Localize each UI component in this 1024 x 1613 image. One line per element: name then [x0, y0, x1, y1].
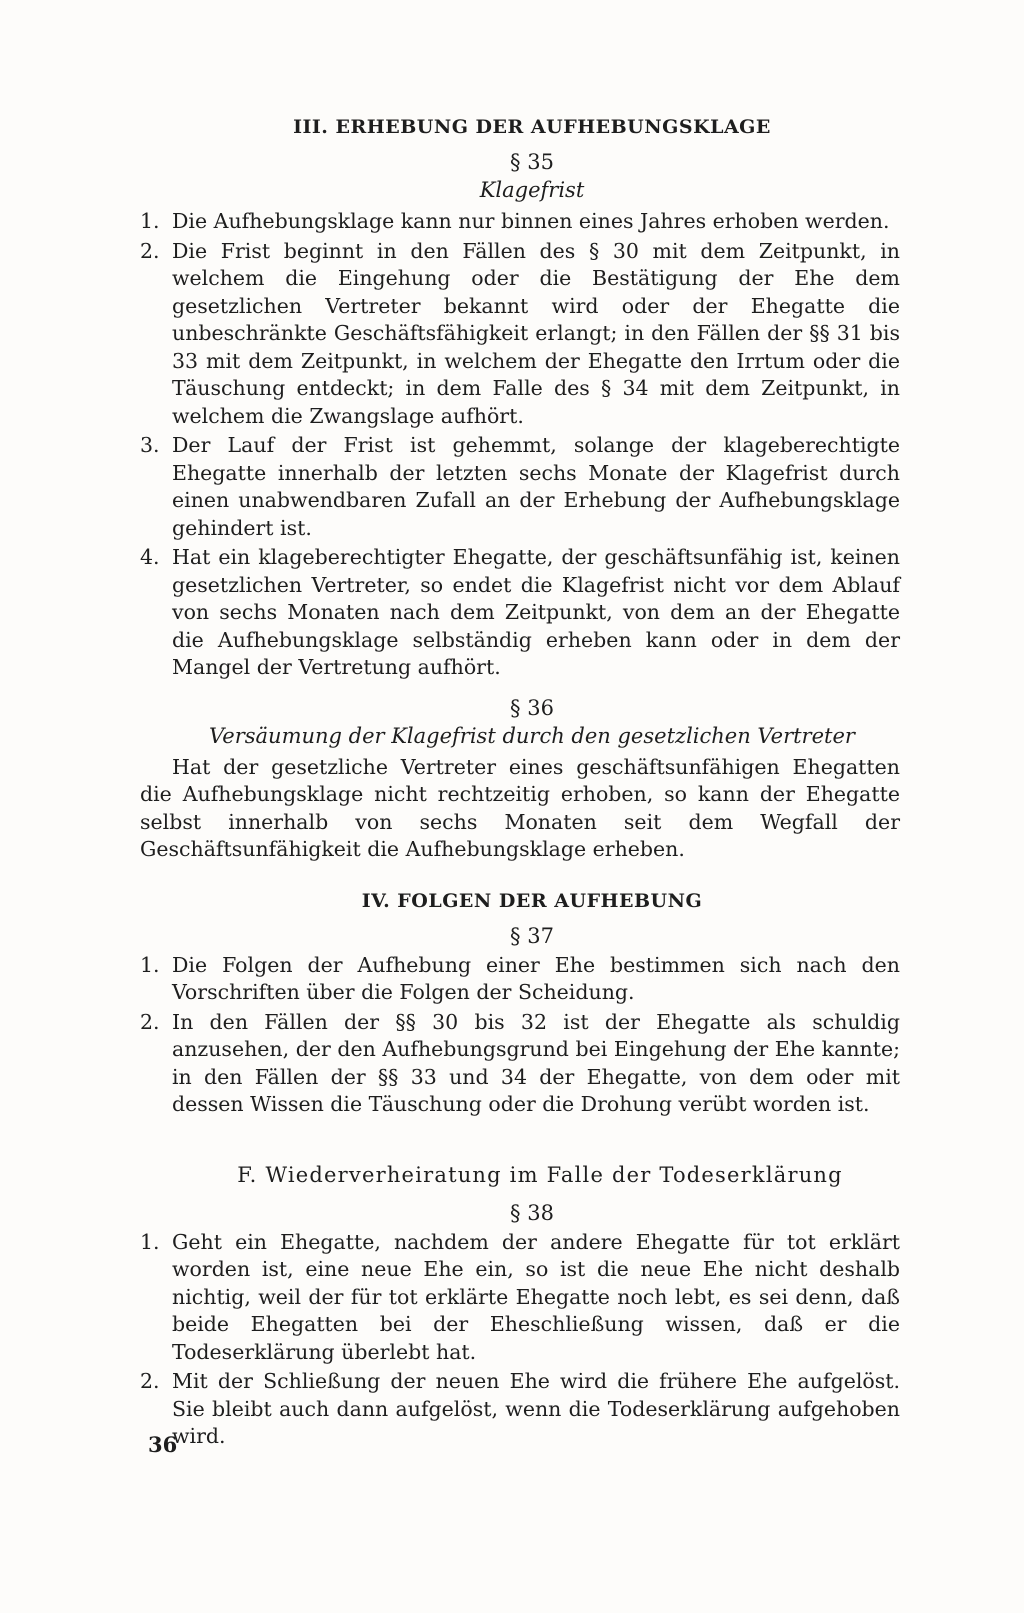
- paragraph-36-text: Hat der gesetzliche Vertreter eines geschäftsunfähigen Ehegatten die Aufhebungsklage nicht rechtzeitig erhoben, so kann der Ehegatte selbst innerhalb von sechs Monaten seit dem Wegfall der Geschäftsunfähigkeit die Aufhebungsklage erheben.: [140, 754, 900, 861]
- list-item: [140, 238, 900, 431]
- item-number: 2.: [140, 1369, 160, 1393]
- item-number: 2.: [140, 1009, 160, 1034]
- paragraph-number-36: § 36: [510, 695, 554, 720]
- part-heading-iv: IV. FOLGEN DER AUFHEBUNG: [361, 889, 703, 912]
- list-item: [140, 544, 900, 682]
- item-text: Die Folgen der Aufhebung einer Ehe bestimmen sich nach den Vorschriften über die Folgen der Scheidung.: [172, 952, 900, 1004]
- item-number: 1.: [140, 952, 160, 977]
- item-number: 1.: [140, 1229, 160, 1254]
- part-heading-iii: III. ERHEBUNG DER AUFHEBUNGSKLAGE: [293, 116, 771, 138]
- item-text: Geht ein Ehegatte, nachdem der andere Ehegatte für tot erklärt worden ist, eine neue Ehe ein, so ist die neue Ehe nicht deshalb nichtig, weil der für tot erklärte Ehegatte noch lebt, es sei denn, daß beide Ehegatten bei der Eheschließung wissen, daß er die Todeserklärung überlebt hat.: [172, 1229, 900, 1364]
- paragraph-number-38: § 38: [510, 1200, 554, 1225]
- item-number: 2.: [140, 238, 160, 263]
- list-item: [140, 1009, 900, 1119]
- paragraph-35-list: [140, 208, 900, 682]
- item-text: Der Lauf der Frist ist gehemmt, solange der klageberechtigte Ehegatte innerhalb der letzten sechs Monate der Klagefrist durch einen unabwendbaren Zufall an der Erhebung der Aufhebungsklage gehindert ist.: [172, 433, 900, 540]
- list-item: [140, 952, 900, 1007]
- item-text: Die Aufhebungsklage kann nur binnen eines Jahres erhoben werden.: [172, 209, 890, 233]
- item-text: In den Fällen der §§ 30 bis 32 ist der Ehegatte als schuldig anzusehen, der den Aufhebungsgrund bei Eingehung der Ehe kannte; in den Fällen der §§ 33 und 34 der Ehegatte, von dem oder mit dessen Wissen die Täuschung oder die Drohung verübt worden ist.: [172, 1009, 900, 1116]
- section-heading-f: F. Wiederverheiratung im Falle der Todeserklärung: [237, 1162, 843, 1187]
- page-number: 36: [148, 1432, 178, 1457]
- paragraph-38-list: [140, 1229, 900, 1451]
- item-text: Hat ein klageberechtigter Ehegatte, der geschäftsunfähig ist, keinen gesetzlichen Vertreter, so endet die Klagefrist nicht vor dem Ablauf von sechs Monaten nach dem Zeitpunkt, von dem an der Ehegatte die Aufhebungsklage selbständig erheben kann oder in dem der Mangel der Vertretung aufhört.: [172, 545, 900, 679]
- list-item: [140, 1368, 900, 1451]
- item-text: Mit der Schließung der neuen Ehe wird die frühere Ehe aufgelöst. Sie bleibt auch dann aufgelöst, wenn die Todeserklärung aufgehoben wird.: [172, 1369, 900, 1448]
- paragraph-number-37: § 37: [510, 923, 554, 948]
- list-item: [140, 208, 900, 236]
- item-number: 4.: [140, 545, 160, 569]
- paragraph-37-list: [140, 952, 900, 1119]
- item-number: 1.: [140, 209, 160, 233]
- list-item: [140, 1229, 900, 1367]
- list-item: [140, 432, 900, 542]
- paragraph-title-35: Klagefrist: [479, 178, 585, 202]
- item-number: 3.: [140, 433, 160, 457]
- item-text: Die Frist beginnt in den Fällen des § 30 mit dem Zeitpunkt, in welchem die Eingehung oder die Bestätigung der Ehe dem gesetzlichen Vertreter bekannt wird oder der Ehegatte die unbeschränkte Geschäftsfähigkeit erlangt; in den Fällen der §§ 31 bis 33 mit dem Zeitpunkt, in welchem der Ehegatte den Irrtum oder die Täuschung entdeckt; in dem Falle des § 34 mit dem Zeitpunkt, in welchem die Zwangslage aufhört.: [172, 238, 900, 428]
- paragraph-number-35: § 35: [510, 150, 554, 174]
- paragraph-title-36: Versäumung der Klagefrist durch den gesetzlichen Vertreter: [209, 723, 855, 748]
